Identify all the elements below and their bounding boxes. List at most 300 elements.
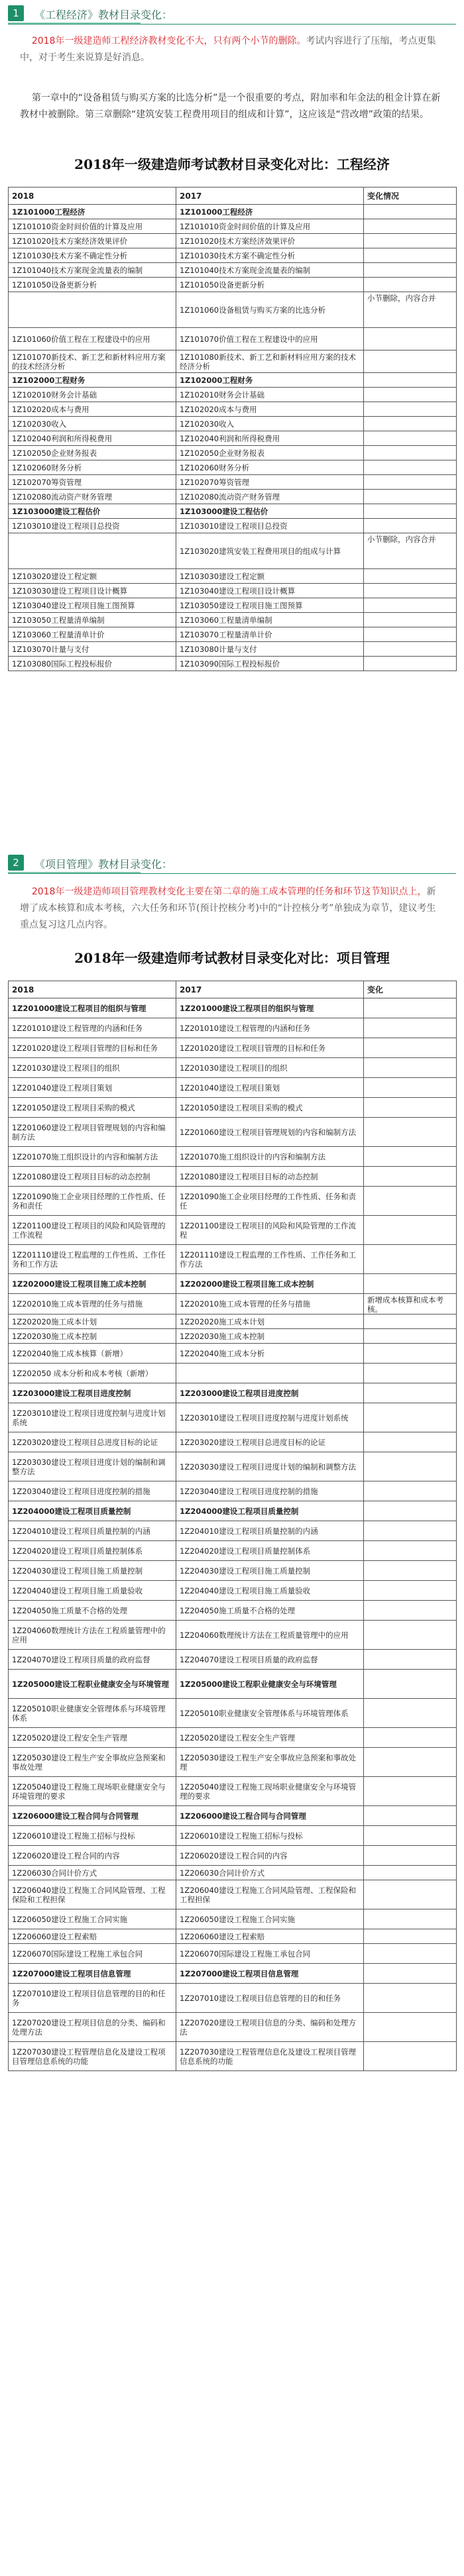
table-row bbox=[9, 584, 457, 598]
edition-2018-cell: 1Z207020建设工程项目信息的分类、编码和处理方法 bbox=[9, 2013, 176, 2042]
edition-2018-cell: 1Z101040技术方案现金流量表的编制 bbox=[9, 263, 176, 278]
edition-2017-cell: 1Z201000建设工程项目的组织与管理 bbox=[176, 998, 364, 1018]
edition-2017-cell: 1Z201080建设工程项目目标的动态控制 bbox=[176, 1167, 364, 1187]
edition-2018-cell: 1Z201080建设工程项目目标的动态控制 bbox=[9, 1167, 176, 1187]
edition-2018-cell: 1Z205020建设工程安全生产管理 bbox=[9, 1728, 176, 1748]
edition-2017-cell: 1Z204020建设工程项目质量控制体系 bbox=[176, 1541, 364, 1561]
table-row bbox=[9, 417, 457, 431]
table-row bbox=[9, 460, 457, 475]
edition-2018-cell: 1Z205040建设工程施工现场职业健康安全与环境管理的要求 bbox=[9, 1777, 176, 1806]
table-row bbox=[9, 1728, 457, 1748]
edition-2017-cell: 1Z204010建设工程项目质量控制的内涵 bbox=[176, 1521, 364, 1541]
change-note-cell bbox=[364, 1777, 457, 1806]
edition-2017-cell: 1Z102050企业财务报表 bbox=[176, 446, 364, 460]
edition-2018-cell: 1Z204030建设工程项目施工质量控制 bbox=[9, 1561, 176, 1581]
edition-2018-cell: 1Z207010建设工程项目信息管理的目的和任务 bbox=[9, 1984, 176, 2013]
edition-2017-cell: 1Z202020施工成本计划 bbox=[176, 1315, 364, 1329]
edition-2018-cell: 1Z201110建设工程监理的工作性质、工作任务和工作方法 bbox=[9, 1245, 176, 1274]
edition-2017-cell: 1Z103040建设工程项目设计概算 bbox=[176, 584, 364, 598]
edition-2018-cell: 1Z103080国际工程投标报价 bbox=[9, 657, 176, 671]
change-note-cell bbox=[364, 1274, 457, 1294]
table-row bbox=[9, 1806, 457, 1826]
edition-2018-cell: 1Z202050 成本分析和成本考核（新增） bbox=[9, 1364, 176, 1383]
edition-2017-cell: 1Z102010财务会计基础 bbox=[176, 388, 364, 402]
edition-2017-cell: 1Z201090施工企业项目经理的工作性质、任务和责任 bbox=[176, 1187, 364, 1216]
edition-2018-cell: 1Z201010建设工程管理的内涵和任务 bbox=[9, 1018, 176, 1038]
edition-2017-cell: 1Z201110建设工程监理的工作性质、工作任务和工作方法 bbox=[176, 1245, 364, 1274]
change-note-cell: 小节删除，内容合并 bbox=[364, 292, 457, 328]
intro-text: 考试内容进行了压缩，考点更集中，对于考生来说算是好消息。 bbox=[20, 36, 436, 63]
section-number: 1 bbox=[8, 5, 24, 21]
edition-2017-cell: 1Z103020建筑安装工程费用项目的组成与计算 bbox=[176, 533, 364, 569]
edition-2017-cell: 1Z201050建设工程项目采购的模式 bbox=[176, 1098, 364, 1118]
edition-2018-cell: 1Z203010建设工程项目进度控制与进度计划系统 bbox=[9, 1403, 176, 1432]
intro-paragraph-1 bbox=[20, 33, 444, 66]
table-row bbox=[9, 1909, 457, 1929]
intro-paragraph-3 bbox=[20, 884, 444, 934]
edition-2017-cell: 1Z204050施工质量不合格的处理 bbox=[176, 1601, 364, 1621]
table-row bbox=[9, 278, 457, 292]
section-title: 《项目管理》教材目录变化： bbox=[34, 858, 173, 871]
table-row bbox=[9, 475, 457, 490]
section-title: 《工程经济》教材目录变化： bbox=[34, 9, 173, 21]
change-note-cell bbox=[364, 1650, 457, 1670]
table-row bbox=[9, 2013, 457, 2042]
edition-2017-cell: 1Z201040建设工程项目策划 bbox=[176, 1078, 364, 1098]
table-row bbox=[9, 598, 457, 613]
change-note-cell bbox=[364, 1118, 457, 1147]
change-note-cell bbox=[364, 1699, 457, 1728]
edition-2018-cell: 1Z103070计量与支付 bbox=[9, 642, 176, 657]
edition-2017-cell: 1Z101020技术方案经济效果评价 bbox=[176, 234, 364, 248]
change-note-cell bbox=[364, 1481, 457, 1501]
change-note-cell bbox=[364, 1561, 457, 1581]
table-row bbox=[9, 1364, 457, 1383]
table-row bbox=[9, 1187, 457, 1216]
table-row bbox=[9, 1541, 457, 1561]
edition-2017-cell: 1Z206070国际建设工程施工承包合同 bbox=[176, 1944, 364, 1964]
table-row bbox=[9, 657, 457, 671]
change-note-cell bbox=[364, 569, 457, 584]
change-note-cell bbox=[364, 613, 457, 627]
edition-2017-cell: 1Z207010建设工程项目信息管理的目的和任务 bbox=[176, 1984, 364, 2013]
table-row bbox=[9, 1018, 457, 1038]
edition-2018-cell: 1Z207030建设工程管理信息化及建设工程项目管理信息系统的功能 bbox=[9, 2042, 176, 2071]
edition-2017-cell: 1Z206000建设工程合同与合同管理 bbox=[176, 1806, 364, 1826]
edition-2018-cell: 1Z201100建设工程项目的风险和风险管理的工作流程 bbox=[9, 1216, 176, 1245]
edition-2018-cell: 1Z201020建设工程项目管理的目标和任务 bbox=[9, 1038, 176, 1058]
change-note-cell bbox=[364, 584, 457, 598]
section-number: 2 bbox=[8, 855, 24, 871]
edition-2018-cell: 1Z102080流动资产财务管理 bbox=[9, 490, 176, 504]
change-note-cell bbox=[364, 657, 457, 671]
section-banner-2 bbox=[8, 853, 456, 873]
table-header-row bbox=[9, 188, 457, 205]
edition-2018-cell: 1Z102020成本与费用 bbox=[9, 402, 176, 417]
change-note-cell bbox=[364, 504, 457, 519]
edition-2017-cell: 1Z204000建设工程项目质量控制 bbox=[176, 1501, 364, 1521]
edition-2018-cell: 1Z201000建设工程项目的组织与管理 bbox=[9, 998, 176, 1018]
edition-2017-cell: 1Z102080流动资产财务管理 bbox=[176, 490, 364, 504]
divider bbox=[8, 24, 456, 25]
change-note-cell bbox=[364, 1541, 457, 1561]
header-cell: 2017 bbox=[176, 188, 364, 205]
edition-2018-cell: 1Z102030收入 bbox=[9, 417, 176, 431]
edition-2018-cell: 1Z103060工程量清单计价 bbox=[9, 627, 176, 642]
change-note-cell bbox=[364, 1984, 457, 2013]
change-note-cell bbox=[364, 1078, 457, 1098]
edition-2018-cell: 1Z206060建设工程索赔 bbox=[9, 1929, 176, 1944]
edition-2017-cell: 1Z103090国际工程投标报价 bbox=[176, 657, 364, 671]
change-note-cell bbox=[364, 1581, 457, 1601]
change-note-cell bbox=[364, 1880, 457, 1909]
edition-2018-cell: 1Z204020建设工程项目质量控制体系 bbox=[9, 1541, 176, 1561]
change-note-cell bbox=[364, 1018, 457, 1038]
change-note-cell bbox=[364, 1929, 457, 1944]
table-row bbox=[9, 998, 457, 1018]
table-row bbox=[9, 328, 457, 350]
edition-2018-cell: 1Z202020施工成本计划 bbox=[9, 1315, 176, 1329]
change-note-cell bbox=[364, 642, 457, 657]
edition-2018-cell: 1Z103010建设工程项目总投资 bbox=[9, 519, 176, 533]
edition-2018-cell: 1Z101020技术方案经济效果评价 bbox=[9, 234, 176, 248]
table-row bbox=[9, 490, 457, 504]
table-row bbox=[9, 1880, 457, 1909]
table-row bbox=[9, 431, 457, 446]
table-row bbox=[9, 1501, 457, 1521]
edition-2017-cell: 1Z207030建设工程管理信息化及建设工程项目管理信息系统的功能 bbox=[176, 2042, 364, 2071]
table-row bbox=[9, 627, 457, 642]
change-note-cell bbox=[364, 1846, 457, 1866]
edition-2017-cell: 1Z207020建设工程项目信息的分类、编码和处理方法 bbox=[176, 2013, 364, 2042]
edition-2017-cell: 1Z101040技术方案现金流量表的编制 bbox=[176, 263, 364, 278]
change-note-cell bbox=[364, 1748, 457, 1777]
edition-2018-cell: 1Z103020建设工程定额 bbox=[9, 569, 176, 584]
change-note-cell: 小节删除，内容合并 bbox=[364, 533, 457, 569]
table-row bbox=[9, 1650, 457, 1670]
edition-2018-cell: 1Z102000工程财务 bbox=[9, 373, 176, 388]
edition-2017-cell: 1Z206030合同计价方式 bbox=[176, 1866, 364, 1880]
edition-2018-cell: 1Z201060建设工程项目管理规划的内容和编制方法 bbox=[9, 1118, 176, 1147]
change-note-cell bbox=[364, 431, 457, 446]
table-row bbox=[9, 1058, 457, 1078]
edition-2017-cell: 1Z101000工程经济 bbox=[176, 205, 364, 219]
change-note-cell bbox=[364, 1329, 457, 1344]
change-note-cell bbox=[364, 446, 457, 460]
edition-2017-cell: 1Z102000工程财务 bbox=[176, 373, 364, 388]
edition-2018-cell: 1Z202000建设工程项目施工成本控制 bbox=[9, 1274, 176, 1294]
table-row bbox=[9, 373, 457, 388]
table-row bbox=[9, 1245, 457, 1274]
table-row bbox=[9, 350, 457, 373]
table-row bbox=[9, 1078, 457, 1098]
edition-2017-cell: 1Z101030技术方案不确定性分析 bbox=[176, 248, 364, 263]
edition-2018-cell: 1Z201070施工组织设计的内容和编制方法 bbox=[9, 1147, 176, 1167]
intro-text: 第一章中的“设备租赁与购买方案的比选分析”是一个很重要的考点，附加率和年金法的租金计算在新教材中被删除。第三章删除“建筑安装工程费用项目的组成和计算”，这应该是“营改增”政策的结果。 bbox=[20, 93, 441, 120]
change-note-cell bbox=[364, 1501, 457, 1521]
edition-2018-cell: 1Z205010职业健康安全管理体系与环境管理体系 bbox=[9, 1699, 176, 1728]
header-cell: 2018 bbox=[9, 188, 176, 205]
edition-2018-cell: 1Z102040利润和所得税费用 bbox=[9, 431, 176, 446]
table-header-row bbox=[9, 981, 457, 998]
table-row bbox=[9, 1167, 457, 1187]
change-note-cell bbox=[364, 1452, 457, 1481]
edition-2017-cell: 1Z101070价值工程在工程建设中的应用 bbox=[176, 328, 364, 350]
edition-2018-cell: 1Z202010施工成本管理的任务与措施 bbox=[9, 1294, 176, 1315]
change-note-cell bbox=[364, 1670, 457, 1699]
edition-2018-cell: 1Z203000建设工程项目进度控制 bbox=[9, 1383, 176, 1403]
edition-2018-cell: 1Z207000建设工程项目信息管理 bbox=[9, 1964, 176, 1984]
edition-2017-cell: 1Z103080计量与支付 bbox=[176, 642, 364, 657]
edition-2018-cell: 1Z202040施工成本核算（新增） bbox=[9, 1344, 176, 1364]
header-cell: 变化 bbox=[364, 981, 457, 998]
table-row bbox=[9, 504, 457, 519]
change-note-cell bbox=[364, 350, 457, 373]
table-title: 2018年一级建造师考试教材目录变化对比：工程经济 bbox=[74, 156, 390, 172]
table-row bbox=[9, 446, 457, 460]
change-note-cell bbox=[364, 1245, 457, 1274]
table-row bbox=[9, 1383, 457, 1403]
edition-2018-cell: 1Z201040建设工程项目策划 bbox=[9, 1078, 176, 1098]
change-note-cell bbox=[364, 263, 457, 278]
edition-2018-cell: 1Z101000工程经济 bbox=[9, 205, 176, 219]
table-row bbox=[9, 1866, 457, 1880]
edition-2018-cell bbox=[9, 292, 176, 328]
change-note-cell bbox=[364, 1944, 457, 1964]
edition-2017-cell: 1Z206010建设工程施工招标与投标 bbox=[176, 1826, 364, 1846]
edition-2018-cell: 1Z101010资金时间价值的计算及应用 bbox=[9, 219, 176, 234]
change-note-cell bbox=[364, 1315, 457, 1329]
edition-2017-cell: 1Z103000建设工程估价 bbox=[176, 504, 364, 519]
edition-2017-cell: 1Z201070施工组织设计的内容和编制方法 bbox=[176, 1147, 364, 1167]
edition-2017-cell: 1Z205030建设工程生产安全事故应急预案和事故处理 bbox=[176, 1748, 364, 1777]
edition-2017-cell bbox=[176, 1364, 364, 1383]
change-note-cell bbox=[364, 234, 457, 248]
change-note-cell bbox=[364, 1147, 457, 1167]
edition-2018-cell: 1Z204050施工质量不合格的处理 bbox=[9, 1601, 176, 1621]
comparison-table-economics bbox=[8, 187, 457, 671]
change-note-cell bbox=[364, 1403, 457, 1432]
edition-2017-cell: 1Z101010资金时间价值的计算及应用 bbox=[176, 219, 364, 234]
table-row bbox=[9, 1581, 457, 1601]
edition-2018-cell: 1Z103030建设工程项目设计概算 bbox=[9, 584, 176, 598]
table-row bbox=[9, 292, 457, 328]
change-note-cell bbox=[364, 219, 457, 234]
change-note-cell bbox=[364, 1187, 457, 1216]
change-note-cell bbox=[364, 475, 457, 490]
change-note-cell: 新增成本核算和成本考核。 bbox=[364, 1294, 457, 1315]
change-note-cell bbox=[364, 1728, 457, 1748]
edition-2017-cell: 1Z204040建设工程项目施工质量验收 bbox=[176, 1581, 364, 1601]
edition-2018-cell: 1Z102050企业财务报表 bbox=[9, 446, 176, 460]
edition-2017-cell: 1Z201100建设工程项目的风险和风险管理的工作流程 bbox=[176, 1216, 364, 1245]
change-note-cell bbox=[364, 1167, 457, 1187]
edition-2017-cell: 1Z101050设备更新分析 bbox=[176, 278, 364, 292]
edition-2017-cell: 1Z103070工程量清单计价 bbox=[176, 627, 364, 642]
table-row bbox=[9, 1777, 457, 1806]
edition-2017-cell: 1Z205020建设工程安全生产管理 bbox=[176, 1728, 364, 1748]
header-cell: 2018 bbox=[9, 981, 176, 998]
edition-2017-cell: 1Z205000建设工程职业健康安全与环境管理 bbox=[176, 1670, 364, 1699]
table-row bbox=[9, 569, 457, 584]
change-note-cell bbox=[364, 2013, 457, 2042]
comparison-table-management bbox=[8, 981, 457, 2071]
table-row bbox=[9, 234, 457, 248]
edition-2017-cell: 1Z201020建设工程项目管理的目标和任务 bbox=[176, 1038, 364, 1058]
change-note-cell bbox=[364, 248, 457, 263]
edition-2018-cell: 1Z206020建设工程合同的内容 bbox=[9, 1846, 176, 1866]
edition-2018-cell: 1Z206040建设工程施工合同风险管理、工程保险和工程担保 bbox=[9, 1880, 176, 1909]
table-row bbox=[9, 402, 457, 417]
edition-2018-cell: 1Z102060财务分析 bbox=[9, 460, 176, 475]
change-note-cell bbox=[364, 1964, 457, 1984]
edition-2017-cell: 1Z103060工程量清单编制 bbox=[176, 613, 364, 627]
edition-2018-cell: 1Z204070建设工程项目质量的政府监督 bbox=[9, 1650, 176, 1670]
edition-2017-cell: 1Z203020建设工程项目总进度目标的论证 bbox=[176, 1432, 364, 1452]
edition-2017-cell: 1Z103010建设工程项目总投资 bbox=[176, 519, 364, 533]
change-note-cell bbox=[364, 998, 457, 1018]
edition-2017-cell: 1Z206050建设工程施工合同实施 bbox=[176, 1909, 364, 1929]
section-banner-1 bbox=[8, 4, 456, 24]
table-row bbox=[9, 1944, 457, 1964]
table-row bbox=[9, 1432, 457, 1452]
edition-2018-cell: 1Z204040建设工程项目施工质量验收 bbox=[9, 1581, 176, 1601]
change-note-cell bbox=[364, 205, 457, 219]
header-cell: 2017 bbox=[176, 981, 364, 998]
edition-2017-cell: 1Z202010施工成本管理的任务与措施 bbox=[176, 1294, 364, 1315]
edition-2018-cell: 1Z205030建设工程生产安全事故应急预案和事故处理 bbox=[9, 1748, 176, 1777]
edition-2018-cell: 1Z203040建设工程项目进度控制的措施 bbox=[9, 1481, 176, 1501]
edition-2017-cell: 1Z203000建设工程项目进度控制 bbox=[176, 1383, 364, 1403]
edition-2017-cell: 1Z102070筹资管理 bbox=[176, 475, 364, 490]
edition-2018-cell: 1Z101030技术方案不确定性分析 bbox=[9, 248, 176, 263]
edition-2017-cell: 1Z201010建设工程管理的内涵和任务 bbox=[176, 1018, 364, 1038]
table-row bbox=[9, 1038, 457, 1058]
edition-2017-cell: 1Z204030建设工程项目施工质量控制 bbox=[176, 1561, 364, 1581]
change-note-cell bbox=[364, 490, 457, 504]
table-row bbox=[9, 1315, 457, 1329]
edition-2018-cell: 1Z103000建设工程估价 bbox=[9, 504, 176, 519]
table-row bbox=[9, 1481, 457, 1501]
edition-2018-cell: 1Z206000建设工程合同与合同管理 bbox=[9, 1806, 176, 1826]
table-row bbox=[9, 613, 457, 627]
change-note-cell bbox=[364, 278, 457, 292]
table-row bbox=[9, 1670, 457, 1699]
edition-2017-cell: 1Z103050建设工程项目施工图预算 bbox=[176, 598, 364, 613]
change-note-cell bbox=[364, 1521, 457, 1541]
edition-2018-cell: 1Z101060价值工程在工程建设中的应用 bbox=[9, 328, 176, 350]
edition-2018-cell: 1Z203030建设工程项目进度计划的编制和调整方法 bbox=[9, 1452, 176, 1481]
table-row bbox=[9, 1561, 457, 1581]
intro-paragraph-2 bbox=[20, 90, 444, 123]
header-cell: 变化情况 bbox=[364, 188, 457, 205]
edition-2018-cell: 1Z103040建设工程项目施工图预算 bbox=[9, 598, 176, 613]
change-note-cell bbox=[364, 1344, 457, 1364]
change-note-cell bbox=[364, 328, 457, 350]
change-note-cell bbox=[364, 1383, 457, 1403]
edition-2017-cell: 1Z204060数理统计方法在工程质量管理中的应用 bbox=[176, 1621, 364, 1650]
edition-2017-cell: 1Z206040建设工程施工合同风险管理、工程保险和工程担保 bbox=[176, 1880, 364, 1909]
edition-2018-cell: 1Z202030施工成本控制 bbox=[9, 1329, 176, 1344]
edition-2018-cell: 1Z102070筹资管理 bbox=[9, 475, 176, 490]
table-row bbox=[9, 1748, 457, 1777]
edition-2017-cell: 1Z206060建设工程索赔 bbox=[176, 1929, 364, 1944]
table-row bbox=[9, 1147, 457, 1167]
edition-2017-cell: 1Z102040利润和所得税费用 bbox=[176, 431, 364, 446]
table-title: 2018年一级建造师考试教材目录变化对比：项目管理 bbox=[74, 950, 390, 966]
change-note-cell bbox=[364, 1058, 457, 1078]
change-note-cell bbox=[364, 388, 457, 402]
edition-2018-cell: 1Z201030建设工程项目的组织 bbox=[9, 1058, 176, 1078]
change-note-cell bbox=[364, 417, 457, 431]
change-note-cell bbox=[364, 1364, 457, 1383]
edition-2018-cell: 1Z101070新技术、新工艺和新材料应用方案的技术经济分析 bbox=[9, 350, 176, 373]
intro-text: 新增了成本核算和成本考核，六大任务和环节(预计控核分考)中的“计控核分考”单独成为章节，建议考生重点复习这几点内容。 bbox=[20, 886, 436, 930]
change-note-cell bbox=[364, 373, 457, 388]
change-note-cell bbox=[364, 1826, 457, 1846]
edition-2018-cell: 1Z201050建设工程项目采购的模式 bbox=[9, 1098, 176, 1118]
table-row bbox=[9, 519, 457, 533]
change-note-cell bbox=[364, 1216, 457, 1245]
edition-2018-cell: 1Z203020建设工程项目总进度目标的论证 bbox=[9, 1432, 176, 1452]
edition-2017-cell: 1Z102030收入 bbox=[176, 417, 364, 431]
table-row bbox=[9, 1601, 457, 1621]
divider bbox=[8, 873, 456, 874]
table-row bbox=[9, 1521, 457, 1541]
edition-2018-cell: 1Z206030合同计价方式 bbox=[9, 1866, 176, 1880]
edition-2017-cell: 1Z201030建设工程项目的组织 bbox=[176, 1058, 364, 1078]
edition-2017-cell: 1Z203010建设工程项目进度控制与进度计划系统 bbox=[176, 1403, 364, 1432]
change-note-cell bbox=[364, 1909, 457, 1929]
table-row bbox=[9, 263, 457, 278]
change-note-cell bbox=[364, 1601, 457, 1621]
change-note-cell bbox=[364, 1432, 457, 1452]
edition-2018-cell: 1Z204060数理统计方法在工程质量管理中的应用 bbox=[9, 1621, 176, 1650]
edition-2018-cell bbox=[9, 533, 176, 569]
edition-2017-cell: 1Z202040施工成本分析 bbox=[176, 1344, 364, 1364]
table-row bbox=[9, 248, 457, 263]
table-row bbox=[9, 1294, 457, 1315]
table-row bbox=[9, 1098, 457, 1118]
edition-2018-cell: 1Z201090施工企业项目经理的工作性质、任务和责任 bbox=[9, 1187, 176, 1216]
table-row bbox=[9, 1929, 457, 1944]
table-row bbox=[9, 388, 457, 402]
edition-2018-cell: 1Z206010建设工程施工招标与投标 bbox=[9, 1826, 176, 1846]
edition-2018-cell: 1Z102010财务会计基础 bbox=[9, 388, 176, 402]
edition-2018-cell: 1Z204000建设工程项目质量控制 bbox=[9, 1501, 176, 1521]
table-row bbox=[9, 642, 457, 657]
change-note-cell bbox=[364, 1038, 457, 1058]
table-row bbox=[9, 1846, 457, 1866]
edition-2017-cell: 1Z204070建设工程项目质量的政府监督 bbox=[176, 1650, 364, 1670]
edition-2018-cell: 1Z204010建设工程项目质量控制的内涵 bbox=[9, 1521, 176, 1541]
edition-2017-cell: 1Z202030施工成本控制 bbox=[176, 1329, 364, 1344]
edition-2017-cell: 1Z206020建设工程合同的内容 bbox=[176, 1846, 364, 1866]
edition-2018-cell: 1Z206070国际建设工程施工承包合同 bbox=[9, 1944, 176, 1964]
edition-2018-cell: 1Z101050设备更新分析 bbox=[9, 278, 176, 292]
table-row bbox=[9, 1274, 457, 1294]
edition-2017-cell: 1Z201060建设工程项目管理规划的内容和编制方法 bbox=[176, 1118, 364, 1147]
table-row bbox=[9, 1984, 457, 2013]
edition-2017-cell: 1Z205010职业健康安全管理体系与环境管理体系 bbox=[176, 1699, 364, 1728]
edition-2017-cell: 1Z203030建设工程项目进度计划的编制和调整方法 bbox=[176, 1452, 364, 1481]
table-row bbox=[9, 533, 457, 569]
table-row bbox=[9, 219, 457, 234]
table-row bbox=[9, 1826, 457, 1846]
table-row bbox=[9, 1118, 457, 1147]
table-row bbox=[9, 1403, 457, 1432]
table-row bbox=[9, 1699, 457, 1728]
